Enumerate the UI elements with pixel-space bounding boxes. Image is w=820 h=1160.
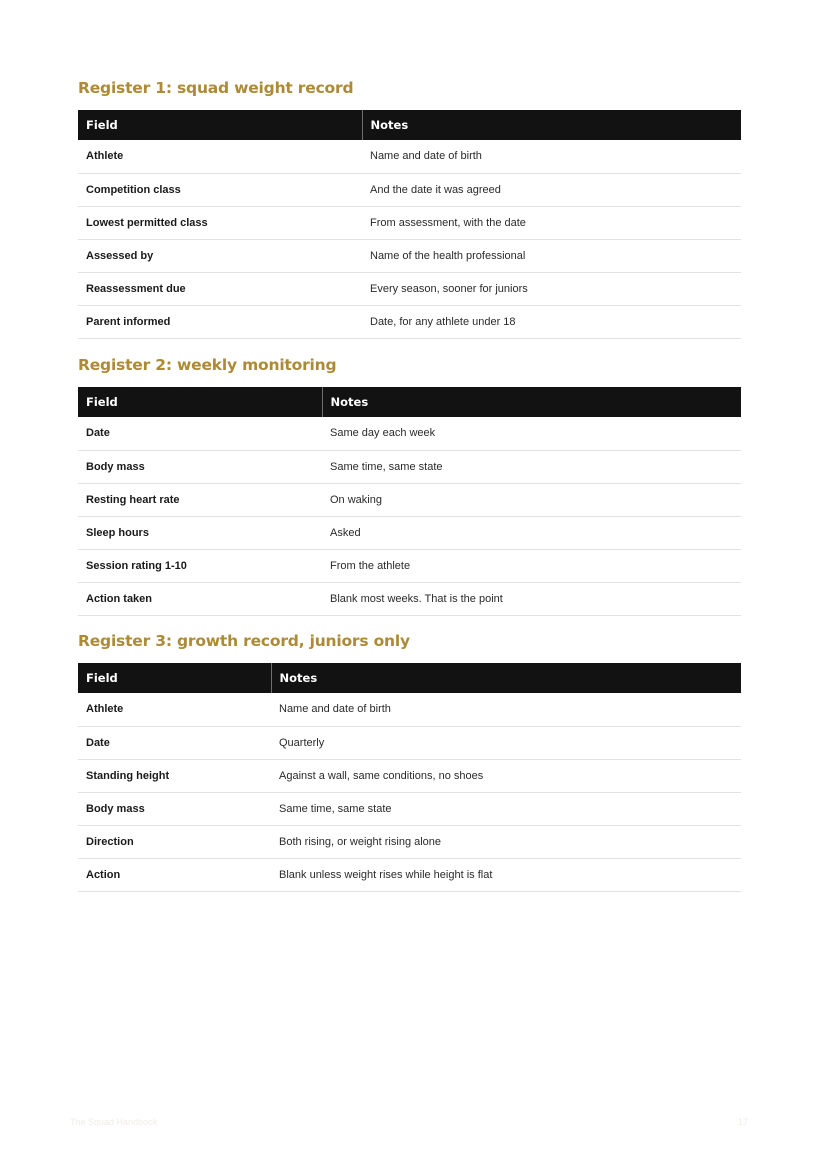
- table-row: [78, 140, 741, 173]
- table-row: [78, 693, 741, 726]
- field-cell: Session rating 1-10: [78, 549, 322, 582]
- table-row: [78, 450, 741, 483]
- table-row: [78, 858, 741, 891]
- table-row: [78, 272, 741, 305]
- table-header-row: [78, 387, 741, 417]
- table-row: [78, 483, 741, 516]
- register-3-title: Register 3: growth record, juniors only: [78, 632, 410, 650]
- field-cell: Reassessment due: [78, 272, 362, 305]
- notes-cell: Asked: [322, 516, 741, 549]
- table-row: [78, 792, 741, 825]
- notes-cell: On waking: [322, 483, 741, 516]
- notes-cell: Name and date of birth: [362, 140, 741, 173]
- table-row: [78, 549, 741, 582]
- field-column-header: Field: [86, 118, 118, 132]
- notes-cell: Both rising, or weight rising alone: [271, 825, 741, 858]
- register-3-table: [78, 663, 741, 892]
- table-row: [78, 206, 741, 239]
- notes-cell: And the date it was agreed: [362, 173, 741, 206]
- notes-cell: Date, for any athlete under 18: [362, 305, 741, 338]
- notes-cell: Name and date of birth: [271, 693, 741, 726]
- field-cell: Lowest permitted class: [78, 206, 362, 239]
- notes-cell: Same time, same state: [271, 792, 741, 825]
- table-row: [78, 582, 741, 615]
- field-cell: Competition class: [78, 173, 362, 206]
- notes-cell: From assessment, with the date: [362, 206, 741, 239]
- table-row: [78, 825, 741, 858]
- table-row: [78, 417, 741, 450]
- register-2-title: Register 2: weekly monitoring: [78, 356, 337, 374]
- register-1-table: [78, 110, 741, 339]
- field-cell: Date: [78, 417, 322, 450]
- register-1-section: [78, 77, 741, 339]
- notes-column-header: Notes: [322, 387, 741, 417]
- table-row: [78, 726, 741, 759]
- field-column-header: Field: [86, 395, 118, 409]
- notes-cell: Every season, sooner for juniors: [362, 272, 741, 305]
- field-cell: Standing height: [78, 759, 271, 792]
- table-header-row: [78, 110, 741, 140]
- notes-cell: Blank most weeks. That is the point: [322, 582, 741, 615]
- footer-page-number: 17: [737, 1117, 748, 1127]
- table-row: [78, 759, 741, 792]
- notes-column-header: Notes: [271, 663, 741, 693]
- field-cell: Parent informed: [78, 305, 362, 338]
- register-2-table: [78, 387, 741, 616]
- table-row: [78, 305, 741, 338]
- notes-cell: Quarterly: [271, 726, 741, 759]
- register-3-section: [78, 630, 741, 892]
- notes-cell: Blank unless weight rises while height is flat: [271, 858, 741, 891]
- field-column-header: Field: [86, 671, 118, 685]
- field-cell: Athlete: [78, 140, 362, 173]
- field-cell: Sleep hours: [78, 516, 322, 549]
- table-row: [78, 173, 741, 206]
- notes-cell: From the athlete: [322, 549, 741, 582]
- field-cell: Assessed by: [78, 239, 362, 272]
- notes-column-header: Notes: [362, 110, 741, 140]
- register-2-section: [78, 354, 741, 616]
- field-cell: Body mass: [78, 792, 271, 825]
- field-cell: Action: [78, 858, 271, 891]
- table-row: [78, 516, 741, 549]
- notes-cell: Same time, same state: [322, 450, 741, 483]
- register-1-title: Register 1: squad weight record: [78, 79, 354, 97]
- notes-cell: Same day each week: [322, 417, 741, 450]
- field-cell: Resting heart rate: [78, 483, 322, 516]
- notes-cell: Name of the health professional: [362, 239, 741, 272]
- footer-title: The Squad Handbook: [70, 1117, 158, 1127]
- field-cell: Direction: [78, 825, 271, 858]
- field-cell: Athlete: [78, 693, 271, 726]
- notes-cell: Against a wall, same conditions, no shoes: [271, 759, 741, 792]
- field-cell: Body mass: [78, 450, 322, 483]
- field-cell: Date: [78, 726, 271, 759]
- field-cell: Action taken: [78, 582, 322, 615]
- table-row: [78, 239, 741, 272]
- table-header-row: [78, 663, 741, 693]
